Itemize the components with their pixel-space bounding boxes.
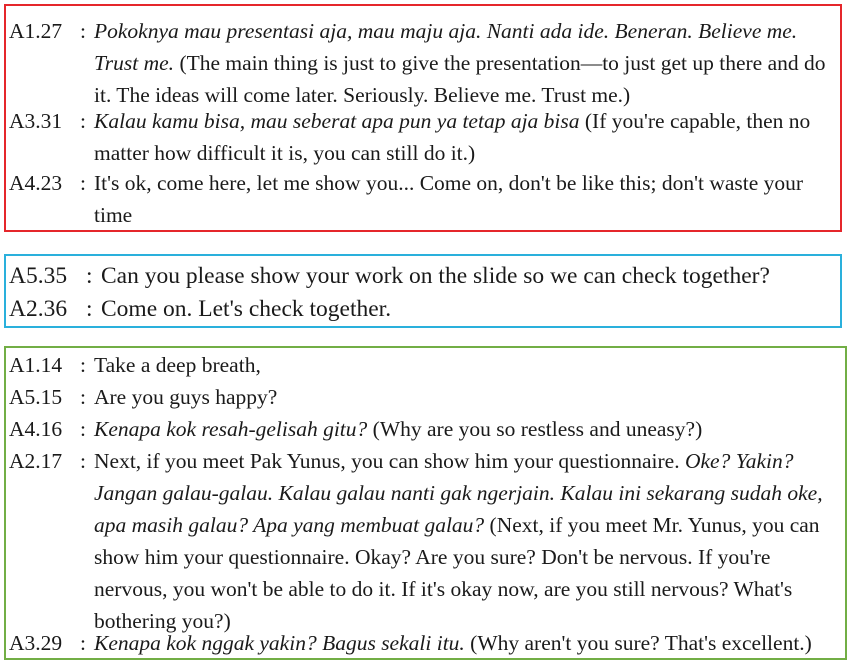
entry-code: A4.23: [9, 171, 63, 195]
entry-text: [94, 15, 834, 111]
entry-lead: Next, if you meet Pak Yunus, you can show him your questionnaire.: [94, 449, 685, 473]
quote-box-blue: [4, 254, 842, 328]
entry-text: [94, 105, 834, 169]
entry-text: [94, 445, 839, 637]
entry-a3-31: [6, 105, 840, 169]
entry-a2-36: [6, 292, 840, 326]
entry-separator: :: [80, 171, 86, 195]
entry-text: [94, 627, 839, 659]
entry-code: A2.17: [9, 449, 63, 473]
entry-text: [94, 413, 839, 445]
entry-separator: :: [86, 296, 93, 322]
entry-text: Are you guys happy?: [94, 385, 278, 409]
entry-separator: :: [80, 449, 86, 473]
entry-a3-29: [6, 627, 845, 659]
entry-indonesian: Pokoknya mau presentasi aja, mau maju aja. Nanti ada ide. Beneran. Believe me. Trust me.: [94, 19, 798, 75]
entry-text: [94, 167, 834, 231]
entry-translation: (Why aren't you sure? That's excellent.): [464, 631, 812, 655]
entry-text: Come on. Let's check together.: [101, 296, 392, 322]
entry-code: A4.16: [9, 417, 63, 441]
entry-text: Take a deep breath,: [94, 353, 261, 377]
entry-code: A3.29: [9, 631, 63, 655]
entry-indonesian: Kenapa kok resah-gelisah gitu?: [94, 417, 368, 441]
entry-code: A1.27: [9, 19, 63, 43]
entry-separator: :: [80, 417, 86, 441]
entry-separator: :: [86, 263, 93, 289]
entry-indonesian: Kenapa kok nggak yakin? Bagus sekali itu.: [94, 631, 465, 655]
entry-indonesian: Kalau kamu bisa, mau seberat apa pun ya tetap aja bisa: [94, 109, 580, 133]
entry-indonesian: Oke? Yakin? Jangan galau-galau. Kalau galau nanti gak ngerjain. Kalau ini sekarang sudah oke, apa masih galau? Apa yang membuat galau?: [94, 449, 823, 537]
entry-a4-16: [6, 413, 845, 445]
entry-translation: (The main thing is just to give the presentation—to just get up there and do it. The ideas will come later. Seriously. Believe me. Trust me.): [94, 51, 826, 107]
entry-translation: (If you're capable, then no matter how difficult it is, you can still do it.): [94, 109, 811, 165]
entry-code: A5.35: [9, 263, 68, 289]
quote-box-red: [4, 4, 842, 232]
entry-code: A2.36: [9, 296, 68, 322]
entry-code: A3.31: [9, 109, 63, 133]
entry-translation: It's ok, come here, let me show you... Come on, don't be like this; don't waste your time: [94, 171, 804, 227]
entry-text: Can you please show your work on the slide so we can check together?: [101, 263, 770, 289]
entry-separator: :: [80, 19, 86, 43]
entry-translation: (Why are you so restless and uneasy?): [367, 417, 703, 441]
entry-separator: :: [80, 109, 86, 133]
entry-a1-27: [6, 15, 840, 111]
entry-a5-15: [6, 381, 845, 413]
entry-a5-35: [6, 259, 840, 293]
entry-separator: :: [80, 353, 86, 377]
entry-a4-23: [6, 167, 840, 231]
entry-separator: :: [80, 631, 86, 655]
entry-translation: (Next, if you meet Mr. Yunus, you can show him your questionnaire. Okay? Are you sure? Don't be nervous. If you're nervous, you won't be able to do it. If it's okay now, are you still nervous? What's bothering you?): [94, 513, 820, 633]
entry-code: A5.15: [9, 385, 63, 409]
entry-code: A1.14: [9, 353, 63, 377]
entry-a2-17: [6, 445, 845, 633]
entry-separator: :: [80, 385, 86, 409]
quote-box-green: [4, 346, 847, 660]
entry-a1-14: [6, 349, 845, 381]
